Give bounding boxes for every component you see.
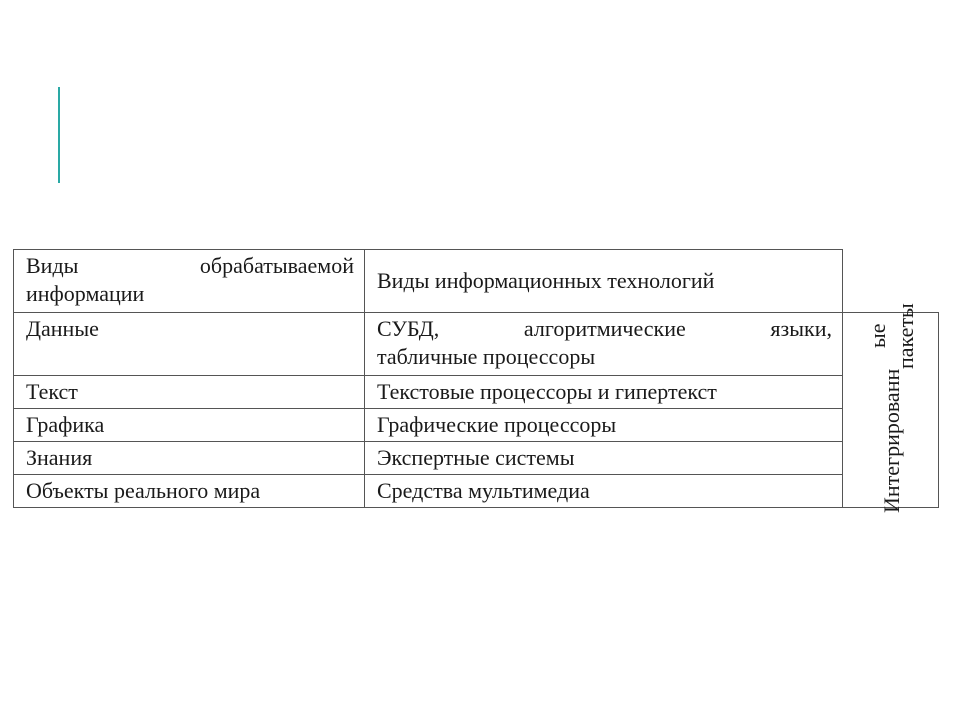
row-tech-line1 [377, 315, 832, 343]
row-tech-cell: Средства мультимедиа [365, 475, 843, 508]
row-type-cell: Объекты реального мира [14, 475, 365, 508]
accent-bar [58, 87, 60, 183]
row-type-cell: Текст [14, 376, 365, 409]
header-info-types-line2: информации [26, 281, 145, 306]
row-tech-line2: табличные процессоры [377, 344, 596, 369]
integrated-packages-line1: Интегрированн [878, 368, 904, 514]
header-tech-types-cell: Виды информационных технологий [365, 250, 843, 313]
row-tech-word: языки, [770, 316, 832, 341]
table-row [14, 376, 939, 409]
row-tech-cell: Текстовые процессоры и гипертекст [365, 376, 843, 409]
info-technologies-table [13, 249, 939, 514]
header-info-types-cell [14, 250, 365, 313]
table-row [14, 409, 939, 442]
row-tech-cell: Экспертные системы [365, 442, 843, 475]
integrated-packages-line2: ые пакеты [864, 302, 918, 369]
table-header-row [14, 250, 939, 313]
row-tech-cell [365, 313, 843, 376]
row-type-cell: Графика [14, 409, 365, 442]
info-table-container [13, 249, 939, 514]
integrated-packages-cell [843, 302, 939, 514]
row-tech-cell: Графические процессоры [365, 409, 843, 442]
header-info-types-line1 [26, 252, 354, 280]
header-word: Виды [26, 253, 79, 278]
header-word: обрабатываемой [199, 253, 354, 278]
row-type-cell: Знания [14, 442, 365, 475]
table-row [14, 442, 939, 475]
table-row [14, 475, 939, 508]
integrated-packages-label [864, 302, 920, 514]
row-tech-word: алгоритмические [523, 316, 686, 341]
row-type-cell: Данные [14, 313, 365, 376]
table-row [14, 313, 939, 376]
row-tech-word: СУБД, [377, 316, 440, 341]
